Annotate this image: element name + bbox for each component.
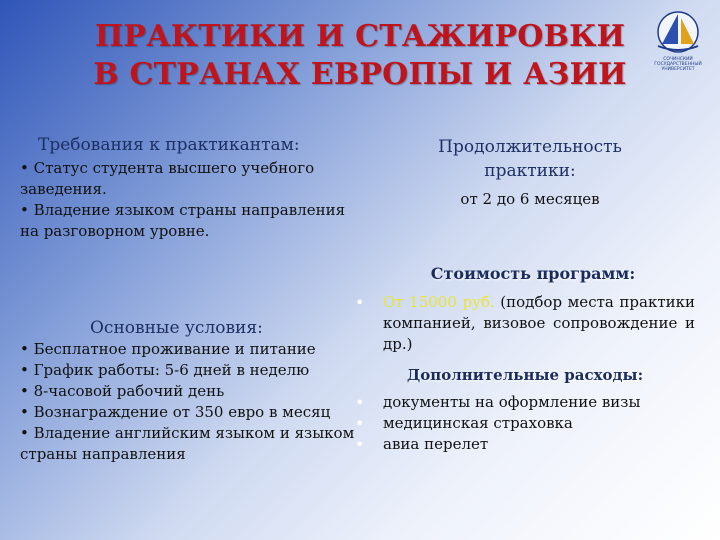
title-line-2: В СТРАНАХ ЕВРОПЫ И АЗИИ bbox=[93, 57, 627, 92]
extra-cost-item bbox=[355, 413, 695, 434]
extra-costs-header: Дополнительные расходы: bbox=[406, 366, 644, 384]
sailboat-logo-icon bbox=[646, 6, 710, 74]
logo-text-1: СОЧИНСКИЙ bbox=[663, 57, 693, 62]
bullet-icon: • bbox=[355, 414, 365, 433]
university-logo bbox=[646, 6, 710, 74]
requirements-item: • Владение языком страны направления на разговорном уровне. bbox=[20, 201, 346, 240]
duration-header: Продолжительность практики: bbox=[438, 137, 622, 181]
conditions-header: Основные условия: bbox=[90, 318, 263, 338]
bullet-icon: • bbox=[355, 393, 365, 412]
extra-cost-item bbox=[355, 434, 695, 455]
conditions-list bbox=[20, 339, 360, 465]
slide-title bbox=[0, 18, 720, 94]
requirements-header: Требования к практикантам: bbox=[38, 135, 300, 155]
cost-item bbox=[355, 292, 695, 355]
logo-text-2: ГОСУДАРСТВЕННЫЙ bbox=[654, 62, 702, 67]
bullet-icon: • bbox=[355, 293, 365, 312]
duration-value: от 2 до 6 месяцев bbox=[460, 190, 600, 208]
logo-text-3: УНИВЕРСИТЕТ bbox=[661, 67, 695, 72]
bullet-icon: • bbox=[355, 435, 365, 454]
extra-cost-label: авиа перелет bbox=[383, 435, 489, 453]
conditions-item: • Владение английским языком и языком страны направления bbox=[20, 424, 355, 463]
requirements-list bbox=[20, 158, 350, 242]
cost-header: Стоимость программ: bbox=[430, 264, 636, 283]
extra-cost-label: документы на оформление визы bbox=[383, 393, 641, 411]
conditions-item: • 8-часовой рабочий день bbox=[20, 382, 225, 400]
title-line-1: ПРАКТИКИ И СТАЖИРОВКИ bbox=[94, 19, 626, 54]
extra-cost-item bbox=[355, 392, 695, 413]
conditions-item: • Бесплатное проживание и питание bbox=[20, 340, 316, 358]
cost-price: От 15000 руб. bbox=[383, 293, 495, 311]
requirements-item: • Статус студента высшего учебного заведения. bbox=[20, 159, 315, 198]
cost-description: (подбор места практики компанией, визовое сопровождение и др.) bbox=[383, 293, 695, 353]
conditions-item: • Вознаграждение от 350 евро в месяц bbox=[20, 403, 331, 421]
extra-cost-label: медицинская страховка bbox=[383, 414, 573, 432]
conditions-item: • График работы: 5-6 дней в неделю bbox=[20, 361, 310, 379]
cost-details bbox=[355, 292, 695, 455]
